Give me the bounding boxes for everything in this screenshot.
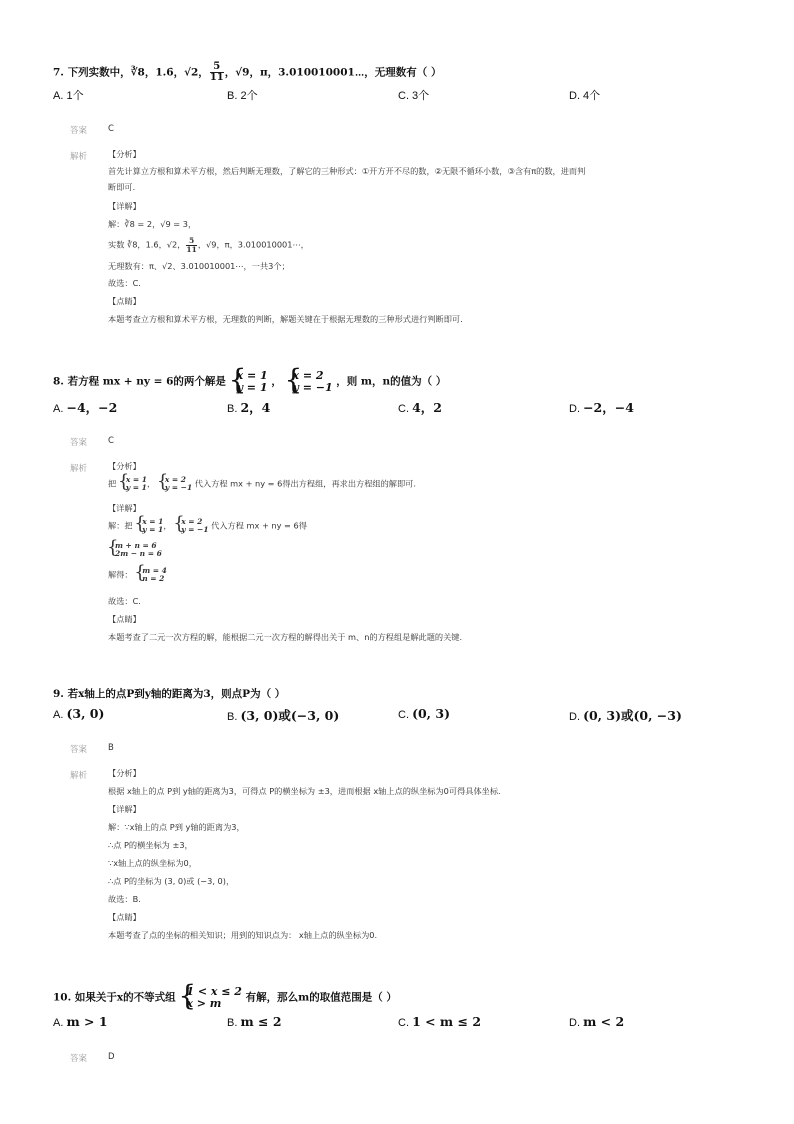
question-7-options bbox=[53, 87, 754, 105]
answer-value: C bbox=[108, 436, 114, 446]
option-d[interactable]: D. m < 2 bbox=[569, 1014, 625, 1029]
equation-system: { x = 1 y = 1 bbox=[230, 370, 268, 393]
equation-system: { x = 2 y = −1 bbox=[285, 370, 332, 393]
option-d[interactable]: D. −2，−4 bbox=[569, 400, 634, 415]
explanation-label: 解析 bbox=[70, 152, 88, 162]
explanation-line: 【点睛】 bbox=[108, 614, 141, 624]
fraction: $\frac{5}{11}$ bbox=[209, 61, 224, 83]
question-9-options bbox=[53, 706, 754, 724]
explanation-line: 解：∛8 = 2，√9 = 3， bbox=[108, 219, 197, 229]
explanation-line: 本题考查了二元一次方程的解，能根据二元一次方程的解得出关于 m、n的方程组是解此题的关键. bbox=[108, 632, 463, 642]
answer-value: B bbox=[108, 743, 114, 753]
explanation-line: 故选：B. bbox=[108, 894, 141, 904]
explanation-line: 【分析】 bbox=[108, 149, 141, 159]
option-a[interactable]: A. −4，−2 bbox=[53, 400, 118, 415]
explanation-line: 断即可. bbox=[108, 182, 136, 192]
explanation-line: ∵x轴上点的纵坐标为0， bbox=[108, 858, 197, 868]
explanation-line: 【详解】 bbox=[108, 503, 141, 513]
option-c[interactable]: C. (0, 3) bbox=[398, 706, 450, 721]
option-a[interactable]: A. 1个 bbox=[53, 90, 84, 102]
question-10-options bbox=[53, 1014, 754, 1032]
option-d[interactable]: D. (0, 3)或(0, −3) bbox=[569, 708, 682, 723]
explanation-line: 故选：C. bbox=[108, 278, 141, 288]
option-a[interactable]: A. (3, 0) bbox=[53, 706, 105, 721]
explanation-line: 解得： { m = 4 n = 2 bbox=[108, 567, 167, 583]
answer-label: 答案 bbox=[70, 126, 88, 136]
explanation-line: 首先计算立方根和算术平方根，然后判断无理数，了解它的三种形式：①开方开不尽的数，②无限不循环小数，③含有π的数，进而判 bbox=[108, 166, 586, 176]
option-b[interactable]: B. 2，4 bbox=[227, 400, 271, 415]
explanation-line: 根据 x轴上的点 P到 y轴的距离为3，可得点 P的横坐标为 ±3，进而根据 x轴上点的纵坐标为0可得具体坐标. bbox=[108, 786, 501, 796]
question-9-title: 9. 若x轴上的点P到y轴的距离为3，则点P为（ ） bbox=[53, 688, 286, 700]
explanation-line: { m + n = 6 2m − n = 6 bbox=[108, 542, 162, 558]
explanation-line: 把 { x = 1 y = 1 ， { x = 2 y = −1 代入方程 mx + ny = 6得出方程组，再求出方程组的解即可. bbox=[108, 476, 416, 492]
explanation-line: 【点睛】 bbox=[108, 912, 141, 922]
explanation-line: 实数 ∛8，1.6̇，√2， $\frac{5}{11}$ ，√9，π，3.010010001⋯， bbox=[108, 236, 309, 254]
answer-label: 答案 bbox=[70, 1054, 88, 1064]
explanation-line: 【点睛】 bbox=[108, 296, 141, 306]
question-8-options bbox=[53, 398, 754, 416]
explanation-line: 故选：C. bbox=[108, 596, 141, 606]
explanation-line: 【分析】 bbox=[108, 461, 141, 471]
explanation-label: 解析 bbox=[70, 464, 88, 474]
answer-value: C bbox=[108, 124, 114, 134]
option-a[interactable]: A. m > 1 bbox=[53, 1014, 108, 1029]
explanation-line: 解：∵x轴上的点 P到 y轴的距离为3， bbox=[108, 822, 245, 832]
option-b[interactable]: B. 2个 bbox=[227, 90, 258, 102]
option-c[interactable]: C. 1 < m ≤ 2 bbox=[398, 1014, 482, 1029]
explanation-line: 本题考查了点的坐标的相关知识；用到的知识点为： x轴上点的纵坐标为0. bbox=[108, 930, 378, 940]
option-b[interactable]: B. m ≤ 2 bbox=[227, 1014, 282, 1029]
explanation-line: 解：把 { x = 1 y = 1 ， { x = 2 y = −1 代入方程 mx + ny = 6得 bbox=[108, 518, 307, 534]
answer-value: D bbox=[108, 1052, 115, 1062]
option-d[interactable]: D. 4个 bbox=[569, 90, 601, 102]
explanation-line: ∴点 P的横坐标为 ±3， bbox=[108, 840, 193, 850]
explanation-line: ∴点 P的坐标为 (3, 0)或 (−3, 0)， bbox=[108, 876, 235, 886]
option-b[interactable]: B. (3, 0)或(−3, 0) bbox=[227, 708, 340, 723]
answer-label: 答案 bbox=[70, 438, 88, 448]
explanation-line: 【详解】 bbox=[108, 804, 141, 814]
option-c[interactable]: C. 3个 bbox=[398, 90, 430, 102]
explanation-label: 解析 bbox=[70, 771, 88, 781]
explanation-line: 本题考查立方根和算术平方根，无理数的判断，解题关键在于根据无理数的三种形式进行判断即可. bbox=[108, 314, 463, 324]
option-c[interactable]: C. 4，2 bbox=[398, 400, 442, 415]
question-7-title: 7. 下列实数中，∛8，1.6̇，√2， $\frac{5}{11}$ ，√9，π，3.010010001⋯，无理数有（ ） bbox=[53, 61, 442, 83]
explanation-line: 【详解】 bbox=[108, 201, 141, 211]
question-8-title: 8. 若方程 mx + ny = 6的两个解是 { x = 1 y = 1 ， { x = 2 y = −1 ，则 m，n的值为（ ） bbox=[53, 370, 446, 393]
explanation-line: 【分析】 bbox=[108, 768, 141, 778]
explanation-line: 无理数有：π、√2、3.010010001⋯，一共3个； bbox=[108, 261, 290, 271]
inequality-system: { 1 < x ≤ 2 x > m bbox=[179, 986, 242, 1009]
question-10-title: 10. 如果关于x的不等式组 { 1 < x ≤ 2 x > m 有解，那么m的取值范围是（ ） bbox=[53, 986, 397, 1009]
answer-label: 答案 bbox=[70, 745, 88, 755]
